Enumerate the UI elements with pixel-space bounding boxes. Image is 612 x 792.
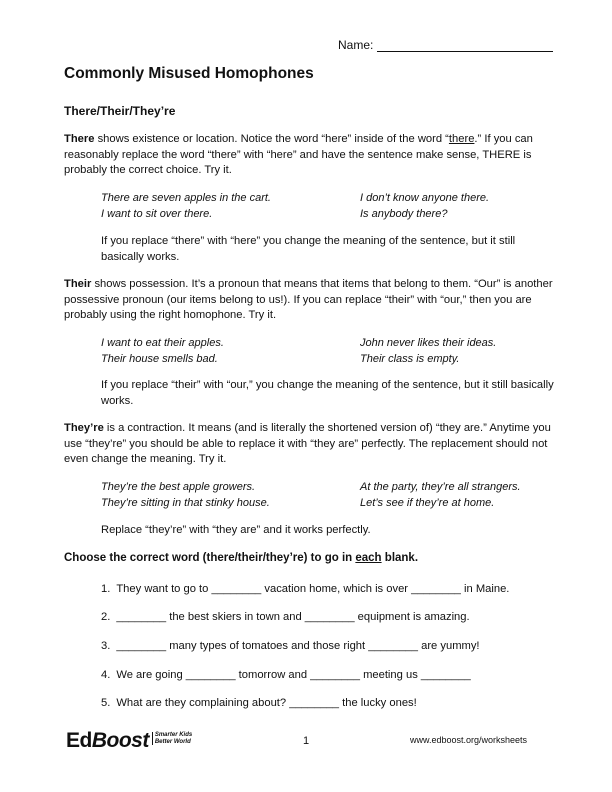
- question-item: [101, 697, 423, 709]
- their-note: If you replace “their” with “our,” you change the meaning of the sentence, but it still basically works.: [101, 379, 554, 407]
- question-number: 3.: [101, 640, 111, 652]
- there-text-1: shows existence or location. Notice the word “here” inside of the word “: [94, 133, 449, 145]
- question-item: [101, 583, 515, 595]
- example-sentence: They’re sitting in that stinky house.: [101, 497, 270, 509]
- question-number: 1.: [101, 583, 111, 595]
- theyre-explanation: [64, 421, 554, 468]
- their-explanation: [64, 277, 554, 324]
- question-text: We are going ________ tomorrow and ________ meeting us ________: [116, 669, 471, 681]
- theyre-examples-right: [360, 479, 521, 511]
- question-item: [101, 640, 486, 652]
- there-text-2: .” If you can reasonably replace the word “there” with “here” and have the sentence make sense, THERE is probably the correct choice. Try it.: [64, 133, 533, 176]
- exercise-heading-text: Choose the correct word (there/their/they’re) to go in: [64, 552, 356, 564]
- exercise-heading-end: blank.: [381, 552, 419, 564]
- name-field: [338, 38, 553, 52]
- example-sentence: I want to eat their apples.: [101, 337, 224, 349]
- question-number: 5.: [101, 697, 111, 709]
- theyre-text: is a contraction. It means (and is literally the shortened version of) “they are.” Anytime you use “they’re” you should be able to replace it with “they are” perfectly. The replacement should not even change the meaning. Try it.: [64, 422, 551, 465]
- footer-url: www.edboost.org/worksheets: [410, 735, 528, 745]
- logo-tagline: [152, 732, 192, 745]
- example-sentence: John never likes their ideas.: [360, 337, 497, 349]
- there-underlined-word: there: [448, 133, 475, 145]
- question-text: What are they complaining about? ________ the lucky ones!: [116, 697, 417, 709]
- name-blank-line: [377, 40, 553, 52]
- their-examples-left: [101, 335, 224, 367]
- logo-tagline-1: Smarter Kids: [154, 732, 193, 738]
- example-sentence: At the party, they’re all strangers.: [360, 481, 521, 493]
- question-number: 4.: [101, 669, 111, 681]
- page-number: 1: [303, 735, 310, 747]
- page-title: Commonly Misused Homophones: [64, 65, 314, 82]
- question-item: [101, 669, 477, 681]
- there-explanation: [64, 132, 554, 179]
- question-text: ________ many types of tomatoes and those right ________ are yummy!: [116, 640, 480, 652]
- there-examples-right: [360, 190, 489, 222]
- exercise-heading-underlined: each: [355, 552, 382, 564]
- name-label: Name:: [338, 38, 374, 52]
- edboost-logo: [66, 729, 192, 753]
- their-examples-right: [360, 335, 496, 367]
- example-sentence: They’re the best apple growers.: [101, 481, 256, 493]
- there-note: If you replace “there” with “here” you change the meaning of the sentence, but it still basically works.: [101, 235, 516, 263]
- question-text: ________ the best skiers in town and ________ equipment is amazing.: [116, 611, 470, 623]
- example-sentence: There are seven apples in the cart.: [101, 192, 271, 204]
- example-sentence: I don’t know anyone there.: [360, 192, 490, 204]
- logo-tagline-2: Better World: [154, 738, 191, 745]
- their-lead: Their: [64, 278, 92, 290]
- question-item: [101, 611, 476, 623]
- their-text: shows possession. It’s a pronoun that means that items that belong to them. “Our” is another possessive pronoun (our items belong to us!). If you can replace “their” with “our,” then you are probably using the right homophone. Try it.: [64, 278, 553, 321]
- question-number: 2.: [101, 611, 111, 623]
- theyre-examples-left: [101, 479, 270, 511]
- theyre-lead: They’re: [64, 422, 104, 434]
- there-examples-left: [101, 190, 271, 222]
- section-subtitle: There/Their/They’re: [64, 104, 176, 118]
- example-sentence: Their house smells bad.: [101, 353, 218, 365]
- logo-boost: Boost: [91, 729, 149, 752]
- there-lead: There: [64, 133, 95, 145]
- example-sentence: Let’s see if they’re at home.: [360, 497, 495, 509]
- example-sentence: Is anybody there?: [360, 208, 448, 220]
- example-sentence: I want to sit over there.: [101, 208, 213, 220]
- example-sentence: Their class is empty.: [360, 353, 460, 365]
- logo-ed: Ed: [66, 729, 92, 752]
- theyre-note: Replace “they’re” with “they are” and it works perfectly.: [101, 524, 371, 536]
- question-text: They want to go to ________ vacation home, which is over ________ in Maine.: [116, 583, 510, 595]
- exercise-heading: [64, 552, 418, 564]
